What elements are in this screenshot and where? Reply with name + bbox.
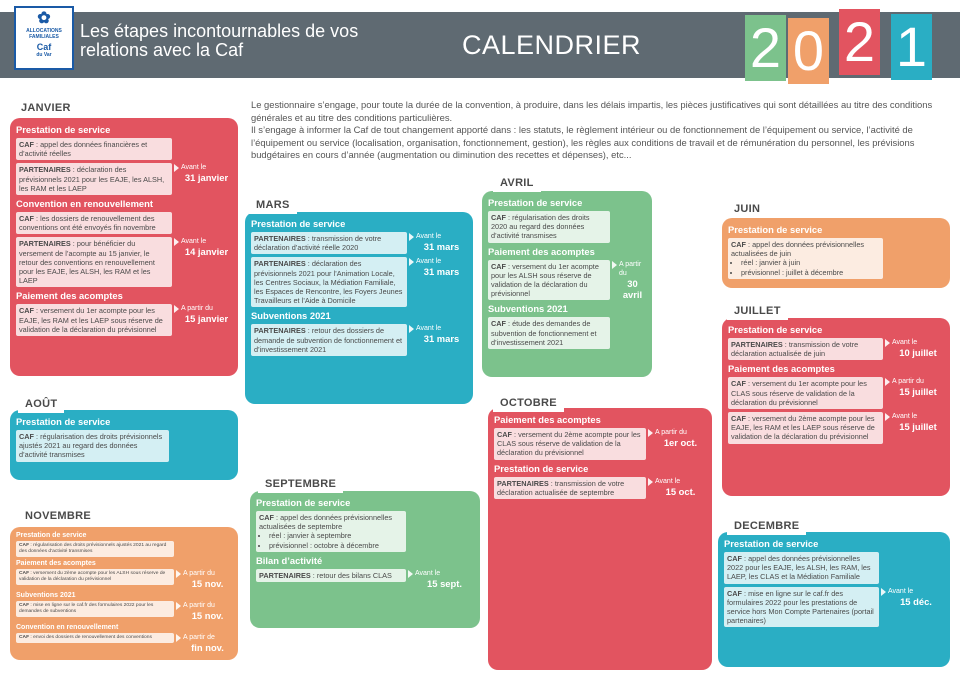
section-title: Prestation de service bbox=[724, 538, 819, 549]
entry-text bbox=[256, 569, 406, 582]
calendar-entry bbox=[16, 601, 232, 621]
deadline-label: Avant le bbox=[416, 233, 442, 240]
entry-text bbox=[16, 138, 172, 160]
entry-party: CAF bbox=[491, 213, 506, 222]
entry-party: PARTENAIRES bbox=[254, 259, 306, 269]
calendar-entry bbox=[488, 260, 646, 301]
entry-text bbox=[16, 541, 174, 557]
entry-text bbox=[16, 304, 172, 336]
entry-description: : versement du 1er acompte pour les CLAS sous réserve de validation de la déclaration du prévisionnel bbox=[731, 379, 867, 407]
deadline-date: 14 janvier bbox=[184, 246, 229, 258]
section-title: Prestation de service bbox=[488, 197, 583, 208]
deadline-label: Avant le bbox=[888, 587, 914, 595]
bullet-item: • réel : janvier à juin bbox=[741, 258, 880, 267]
entry-text bbox=[488, 211, 610, 243]
entry-text bbox=[724, 587, 879, 628]
deadline-label: A partir du bbox=[655, 429, 687, 436]
deadline-date: 10 juillet bbox=[899, 347, 937, 358]
section-title: Convention en renouvellement bbox=[16, 198, 153, 210]
entry-text bbox=[16, 633, 174, 643]
entry-description: : appel des données prévisionnelles 2022 pour les EAJE, les ALSH, les RAM, les LAEP, les CLAS et la Médiation Familiale bbox=[727, 554, 871, 582]
deadline-label: Avant le bbox=[416, 325, 442, 333]
entry-description: : versement du 1er acompte pour les ALSH sous réserve de validation de la déclaration du prévisionnel bbox=[491, 261, 599, 299]
calendar-entry bbox=[251, 232, 467, 254]
deadline bbox=[646, 428, 706, 448]
deadline bbox=[883, 338, 944, 358]
entry-text bbox=[251, 257, 407, 307]
page-subtitle: Les étapes incontournables de vos relations avec la Caf bbox=[80, 21, 359, 60]
bullet-item: • prévisionnel : juillet à décembre bbox=[741, 268, 880, 277]
section-title: Paiement des acomptes bbox=[728, 363, 835, 375]
year-digit-1: 2 bbox=[745, 15, 786, 81]
section-title: Prestation de service bbox=[728, 324, 823, 335]
entry-description: : régularisation des droits prévisionnels ajustés 2021 au regard des données d’activité transmises bbox=[19, 432, 163, 460]
entry-description: : mise en ligne sur le caf.fr des formulaires 2022 pour les demandes de subventions bbox=[19, 602, 154, 614]
month-card-octobre bbox=[488, 408, 712, 670]
section-title: Prestation de service bbox=[256, 497, 351, 508]
calendar-entry bbox=[728, 338, 944, 360]
entry-text bbox=[16, 163, 172, 195]
entry-text bbox=[488, 260, 610, 301]
deadline-label: Avant le bbox=[181, 164, 207, 172]
month-card-decembre bbox=[718, 532, 950, 667]
deadline bbox=[610, 260, 646, 300]
deadline-date: 31 mars bbox=[423, 266, 460, 278]
month-card-avril bbox=[482, 191, 652, 377]
section-title: Prestation de service bbox=[251, 218, 346, 229]
deadline-date: 1er oct. bbox=[663, 437, 698, 448]
deadline-label: A partir du bbox=[619, 260, 642, 277]
deadline-date: 31 mars bbox=[423, 241, 460, 252]
section-title: Prestation de service bbox=[16, 416, 111, 427]
deadline-date: 15 oct. bbox=[665, 485, 696, 497]
family-icon: ✿ bbox=[37, 10, 51, 27]
deadline-date: 15 juillet bbox=[899, 386, 937, 398]
entry-party: PARTENAIRES bbox=[497, 478, 549, 488]
entry-description: : mise en ligne sur le caf.fr des formulaires 2022 pour les prestations de service hors Mon Compte Partenaires (portail partenaires) bbox=[727, 588, 874, 626]
calendar-entry bbox=[728, 238, 944, 279]
calendar-entry bbox=[256, 511, 474, 552]
deadline bbox=[172, 304, 232, 324]
entry-party: CAF bbox=[19, 570, 30, 576]
month-label-avril: AVRIL bbox=[493, 174, 541, 192]
year-digit-4: 1 bbox=[891, 14, 932, 80]
month-label-mars: MARS bbox=[249, 196, 297, 214]
deadline-date: 15 nov. bbox=[191, 577, 224, 589]
month-label-janvier: JANVIER bbox=[14, 99, 78, 117]
bullet-item: • prévisionnel : octobre à décembre bbox=[269, 541, 403, 550]
deadline-label: A partir du bbox=[183, 569, 215, 577]
deadline-label: Avant le bbox=[416, 258, 442, 266]
deadline-label: Avant le bbox=[892, 413, 918, 421]
deadline-label: A partir du bbox=[181, 305, 213, 313]
entry-party: PARTENAIRES bbox=[731, 340, 783, 349]
deadline bbox=[407, 324, 467, 344]
bullet-item: • réel : janvier à septembre bbox=[269, 531, 403, 540]
month-label-decembre: DECEMBRE bbox=[727, 517, 806, 535]
deadline-label: A partir de bbox=[183, 633, 215, 641]
deadline bbox=[407, 257, 467, 277]
deadline-date: fin nov. bbox=[191, 641, 224, 653]
page-title: CALENDRIER bbox=[462, 30, 642, 60]
section-title: Convention en renouvellement bbox=[16, 623, 119, 631]
entry-text bbox=[494, 428, 646, 460]
section-title: Subventions 2021 bbox=[16, 591, 76, 599]
entry-text bbox=[728, 238, 883, 279]
entry-party: CAF bbox=[731, 379, 746, 389]
entry-description: : pour bénéficier du versement de l’acompte au 15 janvier, le retour des conventions en renouvellement pour les EAJE, les ALSH, les RAM et les LAEP bbox=[19, 239, 155, 286]
intro-text bbox=[251, 99, 951, 162]
entry-party: PARTENAIRES bbox=[259, 570, 311, 580]
entry-text bbox=[494, 477, 646, 499]
entry-description: : régularisation des droits 2020 au regard des données d’activité transmises bbox=[491, 213, 590, 241]
entry-party: CAF bbox=[19, 543, 30, 548]
deadline-label: Avant le bbox=[655, 477, 681, 485]
entry-party: CAF bbox=[19, 140, 34, 149]
section-title: Subventions 2021 bbox=[488, 303, 568, 315]
entry-description: : régularisation des droits prévisionnels ajustés 2021 au regard des données d’activité transmises bbox=[19, 543, 167, 554]
calendar-entry bbox=[16, 304, 232, 336]
entry-party: CAF bbox=[19, 214, 34, 224]
year-digit-2: 0 bbox=[788, 18, 829, 84]
entry-text bbox=[728, 412, 883, 444]
entry-description: : transmission de votre déclaration actualisée de septembre bbox=[497, 478, 625, 497]
deadline bbox=[174, 601, 232, 621]
deadline bbox=[406, 569, 474, 589]
month-card-mars bbox=[245, 212, 473, 404]
entry-description: : déclaration des prévisionnels 2021 pour l’Animation Locale, les Centres Sociaux, la Médiation Familiale, les Espaces de Rencontre, les Foyers Jeunes Travailleurs et l’Aide à Domicile bbox=[254, 259, 403, 306]
month-card-novembre bbox=[10, 527, 238, 660]
section-title: Prestation de service bbox=[16, 532, 87, 539]
caf-logo bbox=[14, 6, 74, 70]
section-title: Paiement des acomptes bbox=[16, 290, 123, 302]
section-title: Bilan d’activité bbox=[256, 554, 323, 566]
calendar-entry bbox=[251, 324, 467, 356]
logo-line-2: FAMILIALES bbox=[29, 34, 59, 40]
logo-caf: Caf bbox=[36, 42, 52, 52]
section-title: Paiement des acomptes bbox=[494, 414, 601, 425]
calendar-entry bbox=[724, 552, 944, 584]
month-label-juin: JUIN bbox=[727, 200, 767, 218]
entry-description: : appel des données prévisionnelles actualisées de septembre bbox=[259, 513, 393, 532]
calendar-entry bbox=[251, 257, 467, 307]
entry-description: : retour des dossiers de demande de subvention de fonctionnement et d’investissement 2021 bbox=[254, 326, 403, 354]
entry-description: : envoi des dossiers de renouvellement des conventions bbox=[29, 634, 152, 640]
section-title: Paiement des acomptes bbox=[488, 245, 595, 257]
entry-description: : les dossiers de renouvellement des conventions ont été envoyés fin novembre bbox=[19, 214, 156, 233]
logo-line-1: ALLOCATIONS bbox=[26, 28, 62, 34]
deadline bbox=[172, 237, 232, 257]
calendar-entry bbox=[16, 430, 232, 462]
entry-description: : versement du 2ème acompte pour les EAJE, les RAM et les LAEP sous réserve de validation de la déclaration du prévisionnel bbox=[731, 414, 875, 442]
entry-party: CAF bbox=[19, 634, 30, 640]
entry-description: : appel des données financières et d’activité réelles bbox=[19, 140, 148, 159]
calendar-entry bbox=[16, 138, 232, 160]
entry-party: CAF bbox=[731, 240, 746, 249]
calendar-entry bbox=[494, 477, 706, 499]
entry-text bbox=[16, 212, 172, 234]
calendar-entry bbox=[16, 633, 232, 653]
month-label-août: AOÛT bbox=[18, 395, 64, 413]
calendar-entry bbox=[488, 317, 646, 349]
section-title: Subventions 2021 bbox=[251, 310, 331, 322]
calendar-entry bbox=[724, 587, 944, 628]
month-card-juin bbox=[722, 218, 950, 288]
deadline bbox=[883, 377, 944, 397]
deadline-date: 15 sept. bbox=[427, 577, 462, 589]
deadline-date: 31 janvier bbox=[184, 172, 229, 184]
deadline-label: Avant le bbox=[181, 238, 207, 246]
year-digit-3: 2 bbox=[839, 9, 880, 75]
entry-party: CAF bbox=[19, 602, 30, 608]
entry-text bbox=[16, 569, 174, 585]
entry-party: CAF bbox=[497, 430, 512, 439]
month-label-novembre: NOVEMBRE bbox=[18, 507, 98, 525]
entry-text bbox=[728, 338, 883, 360]
deadline bbox=[879, 587, 944, 607]
calendar-entry bbox=[16, 569, 232, 589]
entry-description: : versement du 2ème acompte pour les ALSH sous réserve de validation de la déclaration du prévisionnel bbox=[19, 570, 166, 582]
month-card-janvier bbox=[10, 118, 238, 376]
section-title: Paiement des acomptes bbox=[16, 559, 96, 567]
intro-paragraph-1: Le gestionnaire s’engage, pour toute la durée de la convention, à produire, dans les délais impartis, les pièces justificatives qui sont détaillées au titre des conditions générales et au titre des conditions particulières. bbox=[251, 99, 933, 123]
entry-text bbox=[16, 430, 169, 462]
deadline-date: 15 janvier bbox=[184, 313, 229, 325]
deadline-date: 30 avril bbox=[622, 277, 643, 300]
month-label-octobre: OCTOBRE bbox=[493, 394, 564, 412]
month-label-septembre: SEPTEMBRE bbox=[258, 475, 343, 493]
deadline-label: Avant le bbox=[415, 569, 441, 577]
entry-text bbox=[251, 232, 407, 254]
entry-text bbox=[251, 324, 407, 356]
entry-party: CAF bbox=[19, 432, 34, 441]
deadline bbox=[883, 412, 944, 432]
entry-party: PARTENAIRES bbox=[254, 234, 306, 243]
entry-party: PARTENAIRES bbox=[19, 239, 71, 249]
entry-party: PARTENAIRES bbox=[19, 165, 71, 175]
deadline-date: 15 juillet bbox=[899, 421, 937, 433]
entry-party: CAF bbox=[491, 261, 506, 271]
deadline-date: 15 déc. bbox=[900, 595, 932, 607]
intro-paragraph-2: Il s’engage à informer la Caf de tout changement apporté dans : les statuts, le règlement intérieur ou de fonctionnement de l’équipement ou service, l’activité de l’équipement ou service (localisation, organisation, fonctionnement, gestion), les règles aux conditions de travail et de rémunération du personnel, les prévisions budgétaires en cours d’année (augmentation ou diminution des recettes et dépenses), etc... bbox=[251, 124, 915, 160]
calendar-entry bbox=[728, 377, 944, 409]
entry-description: : versement du 1er acompte pour les EAJE, les RAM et les LAEP sous réserve de validation de la déclaration du prévisionnel bbox=[19, 306, 163, 334]
entry-party: CAF bbox=[491, 319, 506, 329]
entry-description: : déclaration des prévisionnels 2021 pour les EAJE, les ALSH, les RAM et les LAEP bbox=[19, 165, 165, 193]
deadline-label: A partir du bbox=[892, 378, 924, 386]
entry-party: CAF bbox=[727, 588, 742, 598]
entry-text bbox=[488, 317, 610, 349]
section-title: Prestation de service bbox=[16, 124, 111, 135]
entry-party: CAF bbox=[259, 513, 274, 522]
entry-text bbox=[724, 552, 879, 584]
deadline bbox=[174, 569, 232, 589]
calendar-entry bbox=[16, 541, 232, 557]
deadline-label: Avant le bbox=[892, 339, 918, 346]
deadline-label: A partir du bbox=[183, 601, 215, 609]
entry-party: CAF bbox=[19, 306, 34, 316]
deadline bbox=[172, 163, 232, 183]
entry-description: : versement du 2ème acompte pour les CLAS sous réserve de validation de la déclaration du prévisionnel bbox=[497, 430, 641, 458]
entry-text bbox=[16, 237, 172, 287]
deadline bbox=[407, 232, 467, 252]
calendar-entry bbox=[728, 412, 944, 444]
entry-text bbox=[16, 601, 174, 617]
deadline bbox=[646, 477, 706, 497]
calendar-entry bbox=[16, 212, 232, 234]
entry-description: : étude des demandes de subvention de fonctionnement et d’investissement 2021 bbox=[491, 319, 597, 347]
calendar-entry bbox=[488, 211, 646, 243]
month-card-juillet bbox=[722, 318, 950, 496]
section-title: Prestation de service bbox=[494, 462, 589, 474]
entry-party: CAF bbox=[731, 414, 746, 424]
entry-party: CAF bbox=[727, 554, 742, 563]
entry-description: : transmission de votre déclaration actualisée de juin bbox=[731, 340, 859, 359]
entry-text bbox=[256, 511, 406, 552]
calendar-entry bbox=[256, 569, 474, 589]
calendar-entry bbox=[16, 237, 232, 287]
deadline bbox=[174, 633, 232, 653]
month-label-juillet: JUILLET bbox=[727, 302, 788, 320]
entry-bullets bbox=[741, 258, 880, 276]
entry-description: : appel des données prévisionnelles actualisées de juin bbox=[731, 240, 865, 259]
deadline-date: 15 nov. bbox=[191, 609, 224, 621]
entry-text bbox=[728, 377, 883, 409]
section-title: Prestation de service bbox=[728, 224, 823, 235]
entry-bullets bbox=[269, 531, 403, 549]
month-card-septembre bbox=[250, 491, 480, 628]
entry-party: PARTENAIRES bbox=[254, 326, 306, 336]
deadline-date: 31 mars bbox=[423, 333, 460, 345]
calendar-entry bbox=[494, 428, 706, 460]
entry-description: : transmission de votre déclaration d’activité réelle 2020 bbox=[254, 234, 382, 253]
calendar-entry bbox=[16, 163, 232, 195]
logo-region: du Var bbox=[36, 52, 52, 58]
entry-description: : retour des bilans CLAS bbox=[310, 570, 392, 580]
month-card-août bbox=[10, 410, 238, 480]
